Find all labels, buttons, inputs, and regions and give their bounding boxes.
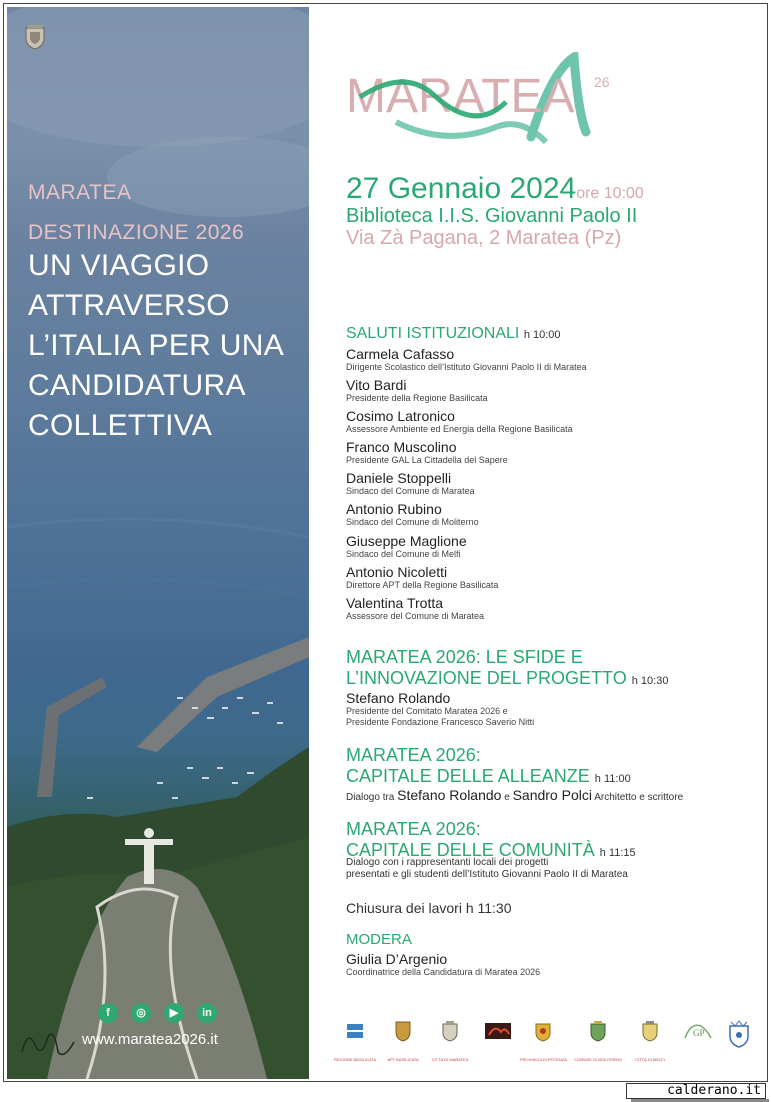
title-line: COLLETTIVA [28, 409, 213, 442]
photo-illustration [7, 7, 309, 1079]
section-title-line1: MARATEA 2026: [346, 819, 481, 839]
dialog-name-2: Sandro Polci [512, 787, 592, 803]
section-title-line2: L’INNOVAZIONE DEL PROGETTO [346, 668, 627, 688]
speaker-role-line1: Presidente del Comitato Maratea 2026 e [346, 706, 508, 716]
youtube-icon[interactable]: ▶ [164, 1003, 184, 1023]
kicker-line-2: DESTINAZIONE 2026 [28, 221, 245, 244]
section-saluti [346, 325, 561, 343]
school-logo-icon [681, 1020, 715, 1042]
comunita-text [346, 857, 628, 881]
apt-basilicata-logo-icon [394, 1020, 412, 1042]
speaker [346, 377, 488, 404]
provincia-di-potenza-crest-icon [534, 1020, 552, 1042]
partner-logo [724, 1020, 754, 1063]
partner-logo [520, 1020, 566, 1062]
title-line: UN VIAGGIO [28, 249, 210, 282]
partner-logos [330, 1020, 760, 1065]
section-title-line1: MARATEA 2026: LE SFIDE E [346, 647, 583, 667]
speaker-name: Valentina Trotta [346, 595, 444, 611]
moderator-name: Giulia D’Argenio [346, 951, 448, 967]
speaker-name: Antonio Nicoletti [346, 564, 448, 580]
event-time: ore 10:00 [576, 185, 644, 202]
facebook-icon[interactable]: f [98, 1003, 118, 1023]
speaker-role: Sindaco del Comune di Maratea [346, 486, 475, 496]
partner-caption: CITTÀ DI MARATEA [431, 1057, 469, 1062]
speaker-role: Sindaco del Comune di Melfi [346, 549, 461, 559]
speaker-role: Presidente GAL La Cittadella del Sapere [346, 455, 508, 465]
event-date-line [346, 172, 644, 206]
partner-caption: PROVINCIA DI POTENZA [520, 1057, 567, 1062]
speaker [346, 408, 573, 435]
maratea-aerial-photo [7, 7, 309, 1079]
speaker-name: Cosimo Latronico [346, 408, 455, 424]
section-hour: h 10:30 [631, 675, 669, 687]
chiusura: Chiusura dei lavori h 11:30 [346, 900, 512, 916]
logo-superscript: 26 [594, 74, 610, 90]
speaker-role: Assessore del Comune di Maratea [346, 611, 485, 621]
section-hour: h 11:15 [599, 847, 636, 859]
speaker-role: Presidente della Regione Basilicata [346, 393, 488, 403]
title-line: ATTRAVERSO [28, 289, 230, 322]
section-title: SALUTI ISTITUZIONALI [346, 325, 520, 342]
speaker [346, 533, 467, 560]
linkedin-icon[interactable]: in [197, 1003, 217, 1023]
partner-logo [332, 1020, 378, 1062]
event-address: Via Zà Pagana, 2 Maratea (Pz) [346, 227, 622, 249]
logo-word: MARATEA [346, 70, 575, 123]
speaker-role: Direttore APT della Regione Basilicata [346, 580, 499, 590]
watermark-label [626, 1083, 766, 1099]
watermark-text: calderano.it [667, 1083, 761, 1098]
speaker-name: Stefano Rolando [346, 690, 451, 706]
speaker [346, 501, 479, 528]
partner-caption: APT BASILICATA [387, 1057, 419, 1062]
speaker [346, 690, 534, 728]
partner-logo [678, 1020, 718, 1057]
speaker-role-line2: Presidente Fondazione Francesco Saverio Nitti [346, 717, 535, 727]
svg-text:GP: GP [693, 1028, 705, 1038]
citta-di-maratea-crest-icon [441, 1020, 459, 1042]
dialog-conj: e [504, 792, 510, 803]
speaker-role: Sindaco del Comune di Moliterno [346, 517, 479, 527]
speaker [346, 470, 475, 497]
alleanze-dialog [346, 787, 683, 803]
maratea-2026-logo [346, 52, 616, 152]
gal-logo-icon [483, 1020, 513, 1042]
section-title-line1: MARATEA 2026: [346, 745, 481, 765]
section-hour: h 11:00 [594, 773, 631, 785]
comunita-line1: Dialogo con i rappresentanti locali dei progetti [346, 857, 549, 868]
title-line: L’ITALIA PER UNA [28, 329, 285, 362]
citta-di-melfi-crest-icon [641, 1020, 659, 1042]
speaker-role: Assessore Ambiente ed Energia della Regione Basilicata [346, 424, 573, 434]
speaker [346, 595, 484, 622]
instagram-icon[interactable]: ◎ [131, 1003, 151, 1023]
partner-caption: COMUNE DI MOLITERNO [574, 1057, 622, 1062]
speaker [346, 564, 498, 591]
partner-logo [478, 1020, 518, 1057]
moderator-role: Coordinatrice della Candidatura di Maratea 2026 [346, 967, 541, 977]
website-link[interactable]: www.maratea2026.it [82, 1031, 218, 1048]
comunita-line2: presentati e gli studenti dell’Istituto Giovanni Paolo II di Maratea [346, 869, 628, 880]
partner-logo [573, 1020, 623, 1062]
section-sfide [346, 647, 668, 692]
event-venue: Biblioteca I.I.S. Giovanni Paolo II [346, 205, 638, 227]
dialog-name-1: Stefano Rolando [397, 787, 502, 803]
partner-logo [628, 1020, 672, 1062]
signature-icon [18, 1022, 78, 1062]
partner-caption: CITTÀ DI MELFI [635, 1057, 665, 1062]
comitato-crest-icon [727, 1020, 751, 1048]
partner-caption: REGIONE BASILICATA [333, 1057, 377, 1062]
speaker-name: Giuseppe Maglione [346, 533, 467, 549]
partner-logo [427, 1020, 473, 1062]
speaker [346, 346, 587, 373]
section-title-line2: CAPITALE DELLE COMUNITÀ [346, 840, 595, 860]
dialog-suffix: Architetto e scrittore [594, 792, 684, 803]
section-title-line2: CAPITALE DELLE ALLEANZE [346, 766, 590, 786]
speaker [346, 439, 508, 466]
speaker-name: Franco Muscolino [346, 439, 457, 455]
title-line: CANDIDATURA [28, 369, 246, 402]
regione-basilicata-logo-icon [346, 1020, 364, 1042]
event-date: 27 Gennaio 2024 [346, 172, 577, 205]
main-title [28, 246, 308, 446]
section-alleanze [346, 745, 631, 790]
moderator [346, 951, 540, 978]
speaker-name: Carmela Cafasso [346, 346, 455, 362]
dialog-prefix: Dialogo tra [346, 792, 395, 803]
comune-di-moliterno-crest-icon [589, 1020, 607, 1042]
speaker-name: Daniele Stoppelli [346, 470, 452, 486]
partner-logo [380, 1020, 426, 1062]
kicker-line-1: MARATEA [28, 181, 132, 204]
maratea-crest-icon [24, 24, 46, 50]
speaker-name: Antonio Rubino [346, 501, 442, 517]
section-modera: MODERA [346, 931, 412, 948]
section-hour: h 10:00 [523, 329, 561, 341]
speaker-name: Vito Bardi [346, 377, 407, 393]
speaker-role: Dirigente Scolastico dell’Istituto Giovanni Paolo II di Maratea [346, 362, 587, 372]
